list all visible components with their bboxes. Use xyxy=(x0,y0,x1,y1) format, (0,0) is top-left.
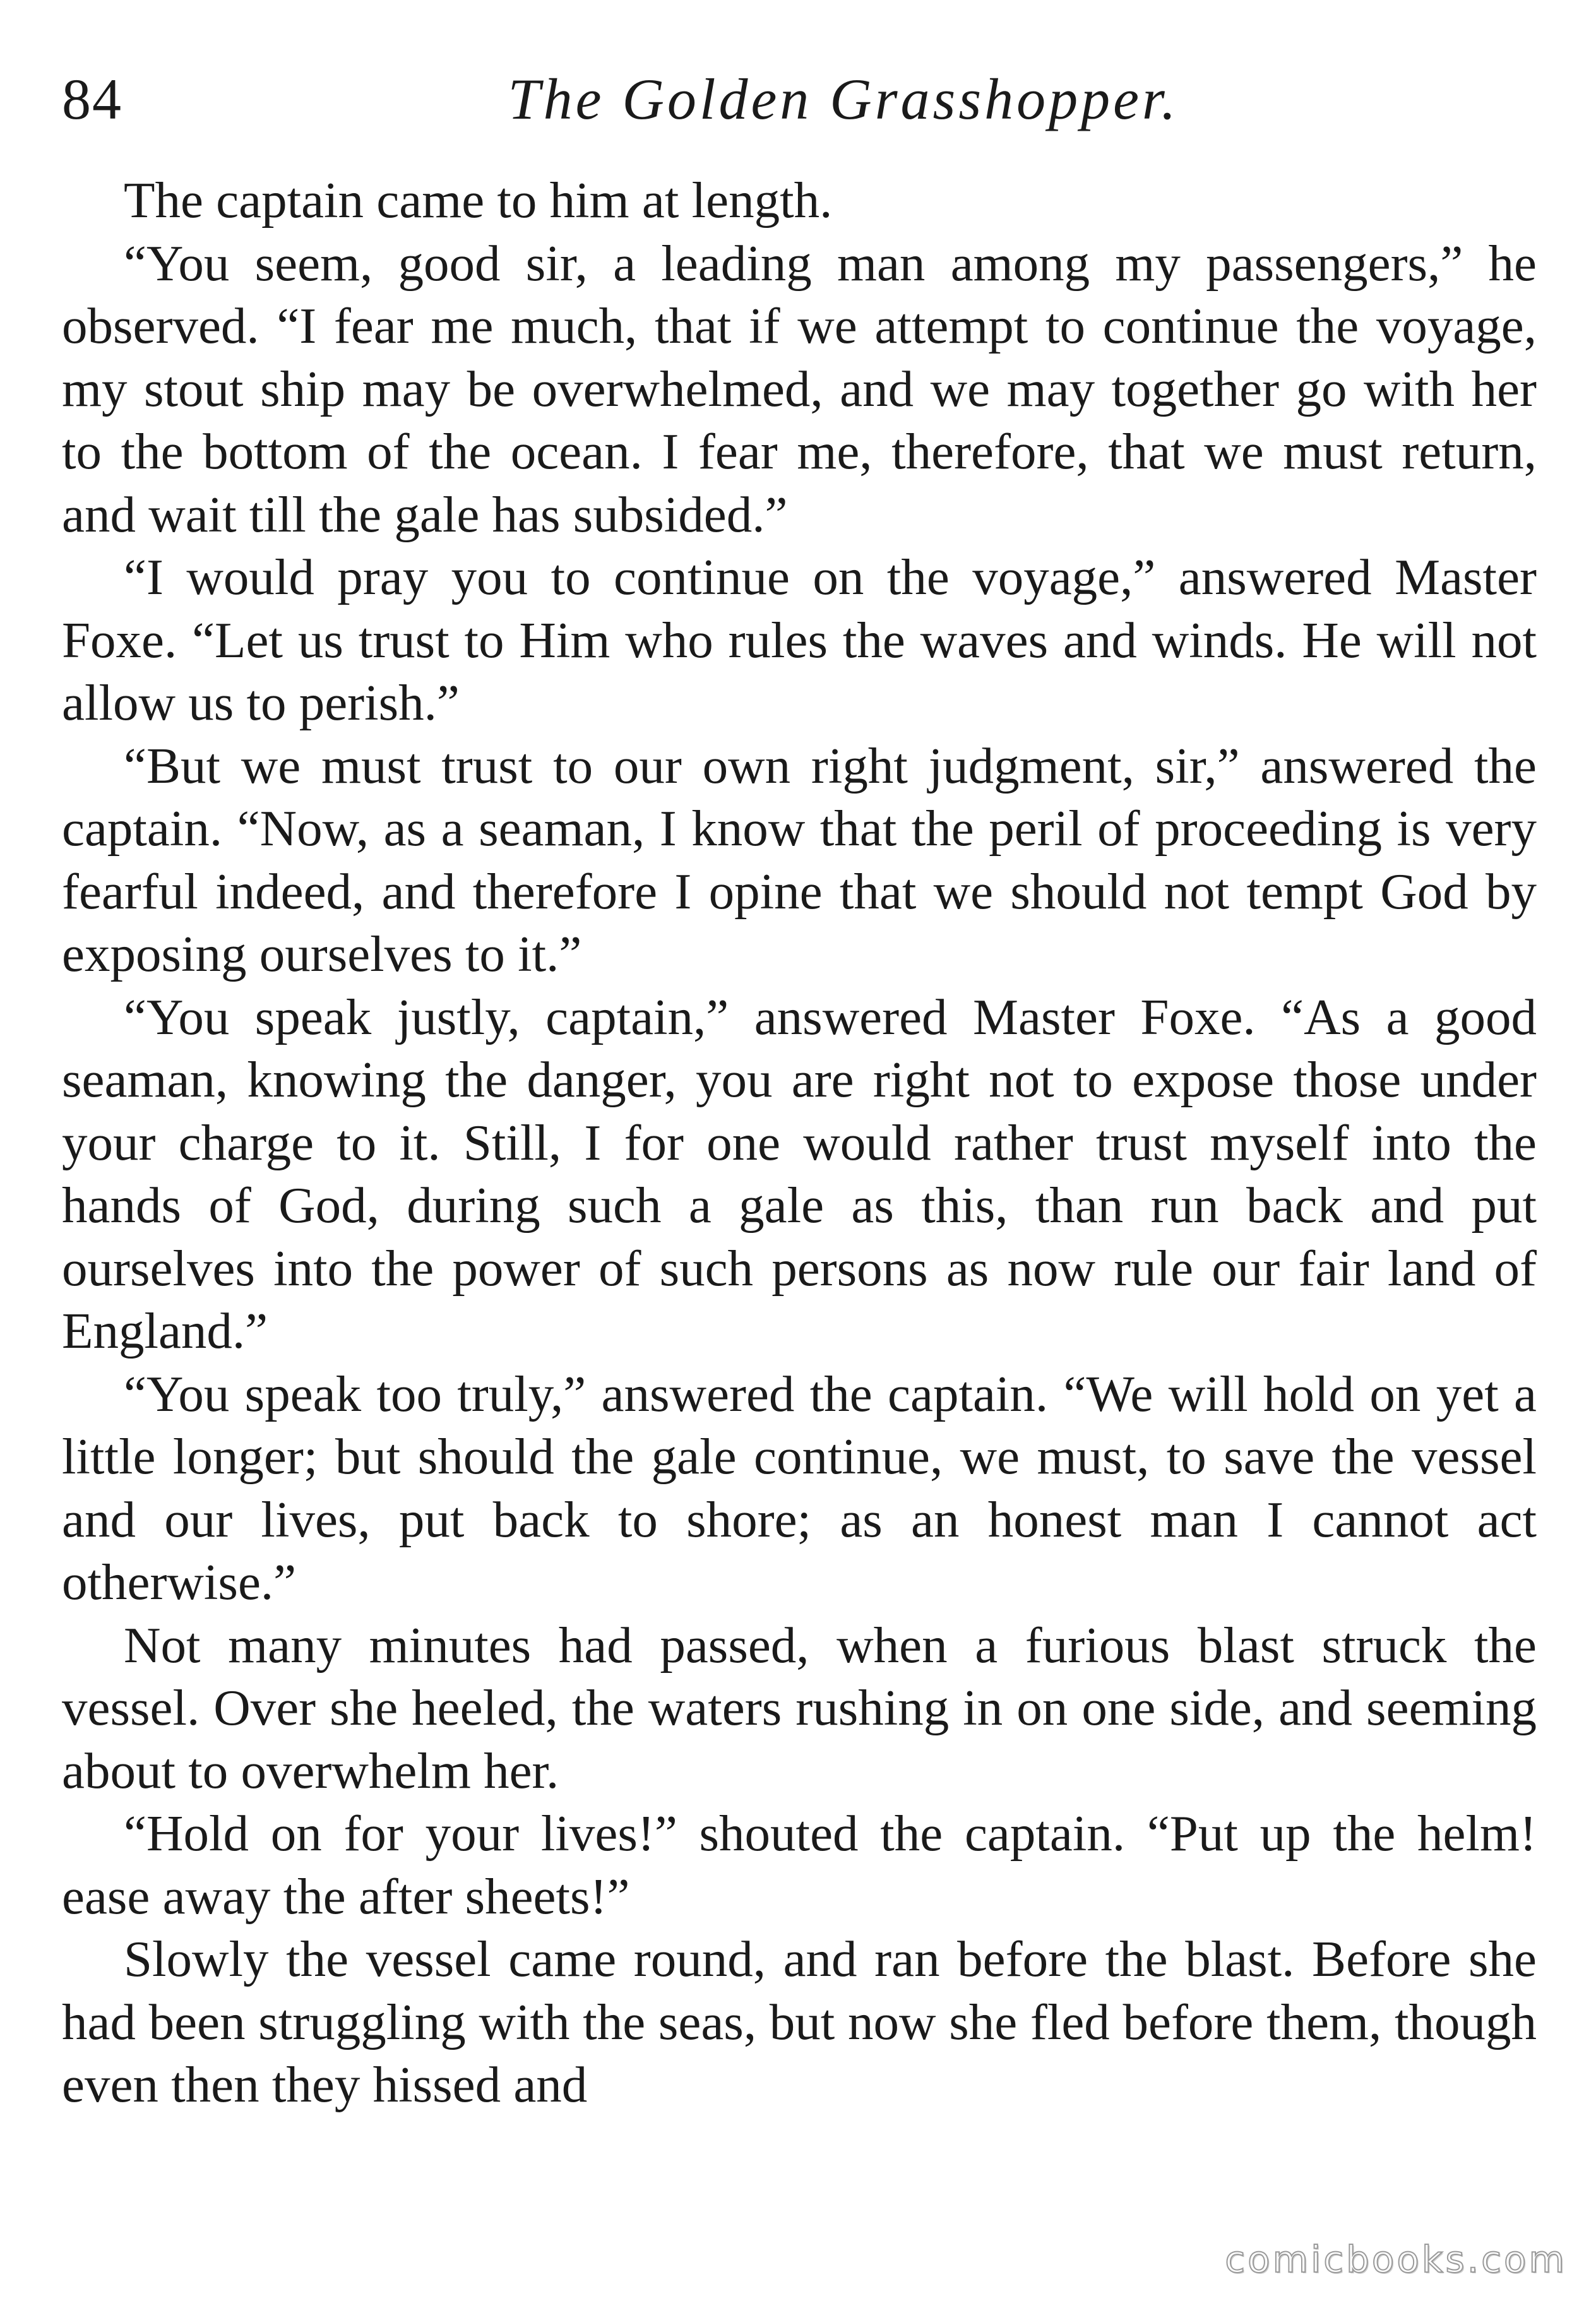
paragraph: “I would pray you to continue on the voyage,” answered Master Foxe. “Let us trust to Him who rules the waves and winds. He will not allow us to perish.” xyxy=(62,549,1537,731)
paragraph: The captain came to him at length. xyxy=(124,172,833,229)
paragraph: Not many minutes had passed, when a furious blast struck the vessel. Over she heeled, the waters rushing in on one side, and seeming about to overwhelm her. xyxy=(62,1616,1537,1799)
paragraph: “You speak justly, captain,” answered Master Foxe. “As a good seaman, knowing the danger, you are right not to expose those under your charge to it. Still, I for one would rather trust myself into the hands of God, during such a gale as this, than run back and put ourselves into the power of such persons as now rule our fair land of England.” xyxy=(62,988,1537,1359)
running-title: The Golden Grasshopper. xyxy=(508,67,1179,131)
page-number: 84 xyxy=(62,67,122,131)
body-text xyxy=(62,169,1537,2117)
paragraph: “You speak too truly,” answered the captain. “We will hold on yet a little longer; but should the gale continue, we must, to save the vessel and our lives, put back to shore; as an honest man I cannot act otherwise.” xyxy=(62,1365,1537,1610)
paragraph: Slowly the vessel came round, and ran before the blast. Before she had been struggling with the seas, but now she fled before them, though even then they hissed and xyxy=(62,1930,1537,2113)
paragraph: “You seem, good sir, a leading man among my passengers,” he observed. “I fear me much, that if we attempt to continue the voyage, my stout ship may be overwhelmed, and we may together go with her to the bottom of the ocean. I fear me, therefore, that we must return, and wait till the gale has subsided.” xyxy=(62,234,1537,543)
paragraph: “Hold on for your lives!” shouted the captain. “Put up the helm! ease away the after sheets!” xyxy=(62,1805,1537,1925)
page-header xyxy=(62,58,1537,140)
site-watermark: comicbooks.com xyxy=(1225,2238,1567,2281)
paragraph: “But we must trust to our own right judgment, sir,” answered the captain. “Now, as a seaman, I know that the peril of proceeding is very fearful indeed, and therefore I opine that we should not tempt God by exposing ourselves to it.” xyxy=(62,737,1537,982)
